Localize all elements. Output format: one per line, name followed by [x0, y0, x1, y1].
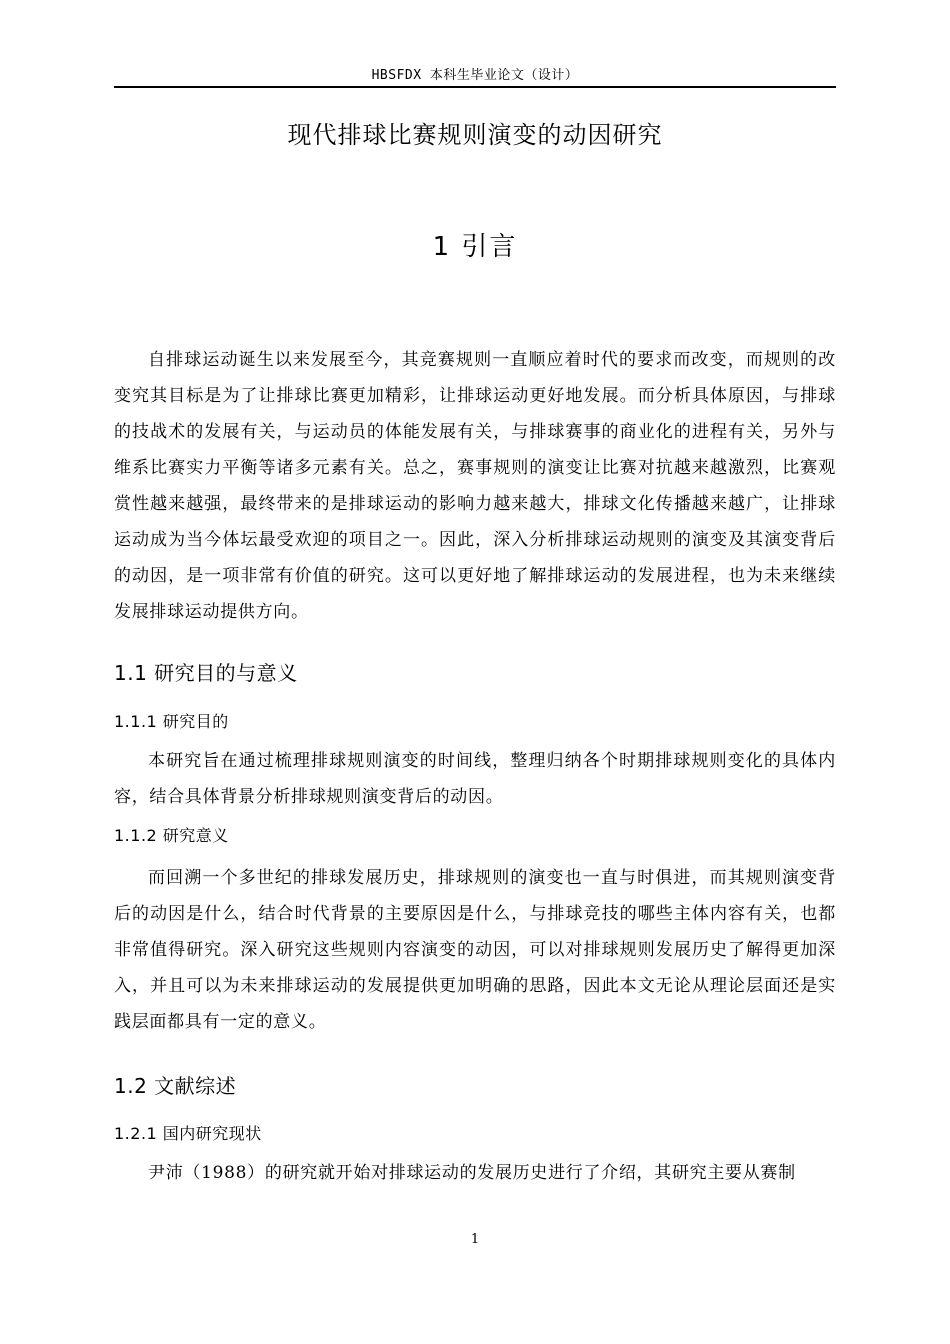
page-number: 1 — [470, 1232, 480, 1247]
section-heading-1-1: 1.1 研究目的与意义 — [114, 661, 298, 685]
intro-paragraph: 自排球运动诞生以来发展至今，其竞赛规则一直顺应着时代的要求而改变，而规则的改变究其目标是为了让排球比赛更加精彩，让排球运动更好地发展。而分析具体原因，与排球的技战术的发展有关，与运动员的体能发展有关，与排球赛事的商业化的进程有关，另外与维系比赛实力平衡等诸多元素有关。总之，赛事规则的演变让比赛对抗越来越激烈，比赛观赏性越来越强，最终带来的是排球运动的影响力越来越大，排球文化传播越来越广，让排球运动成为当今体坛最受欢迎的项目之一。因此，深入分析排球运动规则的演变及其演变背后的动因，是一项非常有价值的研究。这可以更好地了解排球运动的发展进程，也为未来继续发展排球运动提供方向。 — [114, 350, 836, 622]
subsection-paragraph-1-2-1: 尹沛（1988）的研究就开始对排球运动的发展历史进行了介绍，其研究主要从赛制 — [148, 1163, 796, 1183]
subsection-heading-1-1-2: 1.1.2 研究意义 — [114, 826, 229, 845]
section-heading-1-2: 1.2 文献综述 — [114, 1074, 237, 1098]
page-header: HBSFDX 本科生毕业论文（设计） — [371, 68, 579, 83]
subsection-heading-1-1-1: 1.1.1 研究目的 — [114, 712, 229, 731]
subsection-paragraph-1-1-2: 而回溯一个多世纪的排球发展历史，排球规则的演变也一直与时俱进，而其规则演变背后的动因是什么，结合时代背景的主要原因是什么，与排球竞技的哪些主体内容有关，也都非常值得研究。深入研究这些规则内容演变的动因，可以对排球规则发展历史了解得更加深入，并且可以为未来排球运动的发展提供更加明确的思路，因此本文无论从理论层面还是实践层面都具有一定的意义。 — [114, 868, 836, 1032]
subsection-heading-1-2-1: 1.2.1 国内研究现状 — [114, 1124, 262, 1143]
subsection-paragraph-1-1-1: 本研究旨在通过梳理排球规则演变的时间线，整理归纳各个时期排球规则变化的具体内容，结合具体背景分析排球规则演变背后的动因。 — [114, 751, 836, 807]
document-title: 现代排球比赛规则演变的动因研究 — [287, 121, 663, 149]
header-divider — [114, 86, 836, 88]
chapter-heading: 1 引言 — [432, 232, 518, 262]
